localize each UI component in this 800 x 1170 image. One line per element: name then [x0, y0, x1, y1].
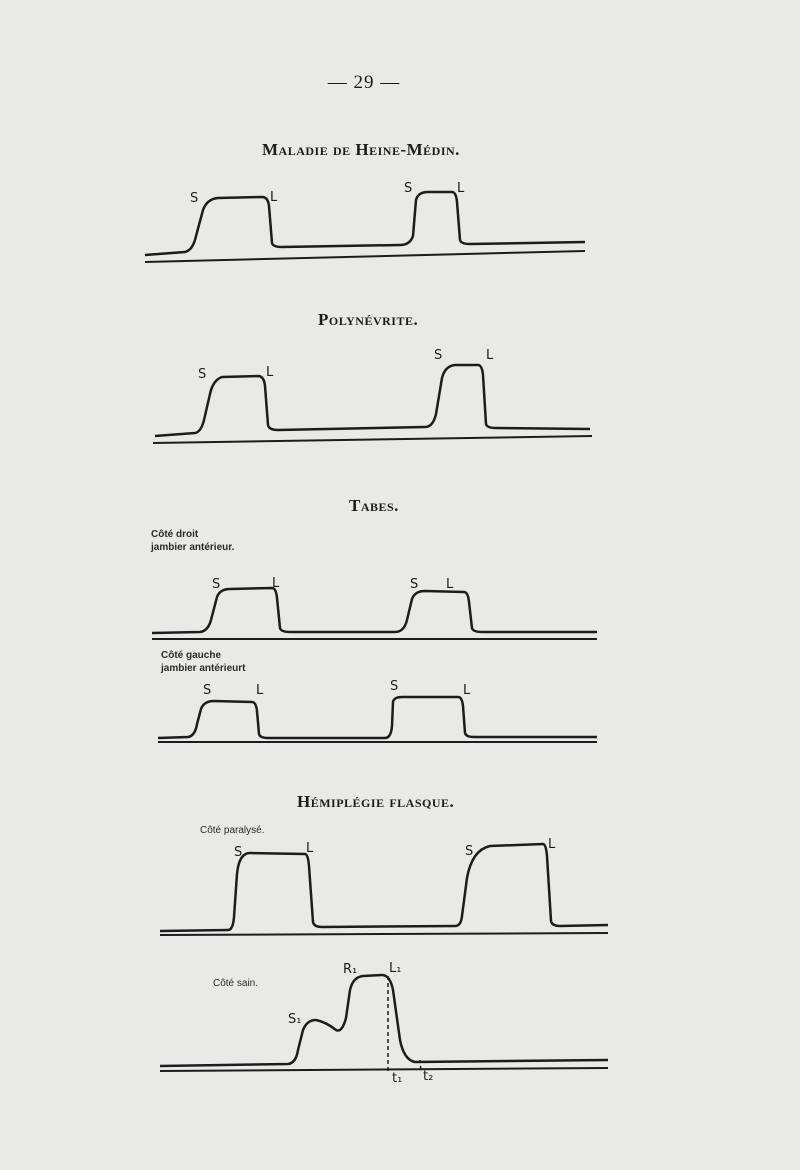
caption-line: jambier antérieur.	[151, 542, 235, 553]
mark-l-2: L	[486, 348, 494, 363]
mark-l-1: L	[256, 683, 264, 698]
mark-l-2: L	[457, 181, 465, 196]
caption-line: Côté droit	[151, 529, 199, 540]
mark-s-1: S	[234, 845, 243, 860]
mark-s-1: S	[203, 683, 212, 698]
caption-line: Côté gauche	[161, 650, 222, 661]
heading-polynevrite: Polynévrite.	[318, 310, 419, 329]
myogram-heine-medin	[0, 170, 800, 280]
mark-s-2: S	[465, 844, 474, 859]
caption-healthy-side: Côté sain.	[213, 978, 259, 989]
mark-s-1: S	[198, 367, 207, 382]
myogram-paralyzed-side	[0, 835, 800, 940]
mark-l-1: L	[272, 576, 280, 591]
mark-l-2: L	[463, 683, 471, 698]
mark-s-2: S	[404, 181, 413, 196]
heading-tabes: Tabes.	[349, 496, 399, 515]
mark-l-1: L	[270, 190, 278, 205]
mark-l-2: L	[548, 837, 556, 852]
heading-hemiplegie-flasque: Hémiplégie flasque.	[297, 792, 455, 811]
mark-r1: R₁	[343, 962, 358, 977]
myogram-polynevrite	[0, 340, 800, 450]
caption-tabes-left	[161, 649, 245, 675]
mark-s1: S₁	[288, 1012, 302, 1027]
myogram-healthy-side	[0, 960, 800, 1085]
mark-s-2: S	[434, 348, 443, 363]
mark-s-1: S	[190, 191, 199, 206]
mark-t1: t₁	[392, 1071, 403, 1086]
myogram-tabes-left	[0, 680, 800, 750]
caption-line: jambier antérieurt	[161, 663, 246, 674]
mark-l-1: L	[266, 365, 274, 380]
caption-tabes-right	[151, 528, 234, 554]
myogram-tabes-right	[0, 570, 800, 645]
mark-s-1: S	[212, 577, 221, 592]
mark-l-2: L	[446, 577, 454, 592]
heading-heine-medin: Maladie de Heine-Médin.	[262, 140, 460, 159]
mark-t2: t₂	[423, 1069, 434, 1084]
mark-l-1: L	[306, 841, 314, 856]
page-number: — 29 —	[327, 72, 401, 93]
mark-s-2: S	[410, 577, 419, 592]
mark-l1: L₁	[389, 961, 402, 976]
caption-paralyzed-side: Côté paralysé.	[200, 825, 265, 836]
mark-s-2: S	[390, 679, 399, 694]
